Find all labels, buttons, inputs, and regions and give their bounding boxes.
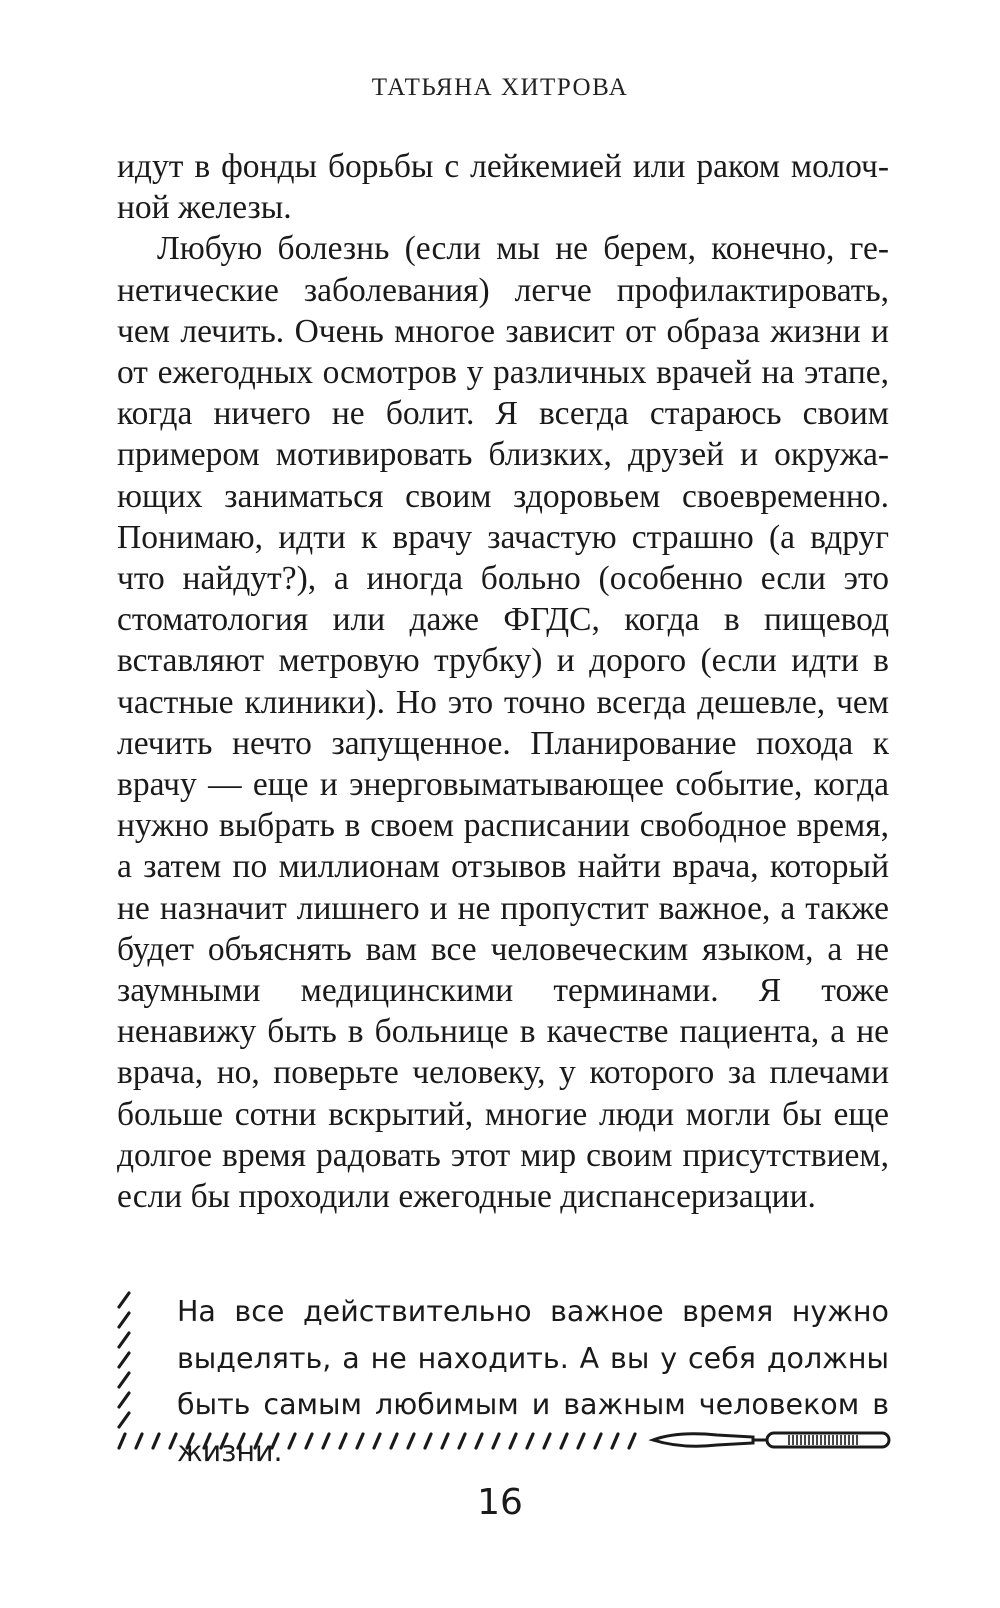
scalpel-icon [117,1283,897,1473]
body-text [117,146,889,1217]
paragraph-2: Любую болезнь (если мы не берем, конечно, генетические заболевания) легче профилактировать, чем лечить. Очень многое зависит от образа жизни и от ежегодных осмотров у различных врачей на этапе, когда ничего не болит. Я всегда стараюсь своим примером мотивировать близких, друзей и окружающих заниматься своим здоровьем своевременно. Понимаю, идти к врачу зачастую страшно (а вдруг что найдут?), а иногда больно (особенно если это стоматология или даже ФГДС, когда в пищевод вставляют метровую трубку) и дорого (если идти в частные клиники). Но это точно всегда дешевле, чем лечить нечто запущенное. Планирование похода к врачу — еще и энерговыматывающее событие, когда нужно выбрать в своем расписании свободное время, а затем по миллионам отзывов найти врача, который не назначит лишнего и не пропустит важное, а также будет объяснять вам все человеческим языком, а не заумными медицинскими терминами. Я тоже ненавижу быть в больнице в качестве пациента, а не врача, но, поверьте человеку, у которого за плечами больше сотни вскрытий, многие люди могли бы еще долгое время радовать этот мир своим присутствием, если бы проходили ежегодные диспансеризации. [117,230,889,1216]
callout-text: На все действительно важное время нужно выделять, а не находить. А вы у себя должны быть самым любимым и важным человеком в жизни. [177,1295,889,1468]
page-number: 16 [477,1482,523,1523]
callout-box [117,1283,897,1473]
running-header: ТАТЬЯНА ХИТРОВА [371,74,629,101]
paragraph-1: идут в фонды борьбы с лейкемией или раком молочной железы. [117,148,889,227]
